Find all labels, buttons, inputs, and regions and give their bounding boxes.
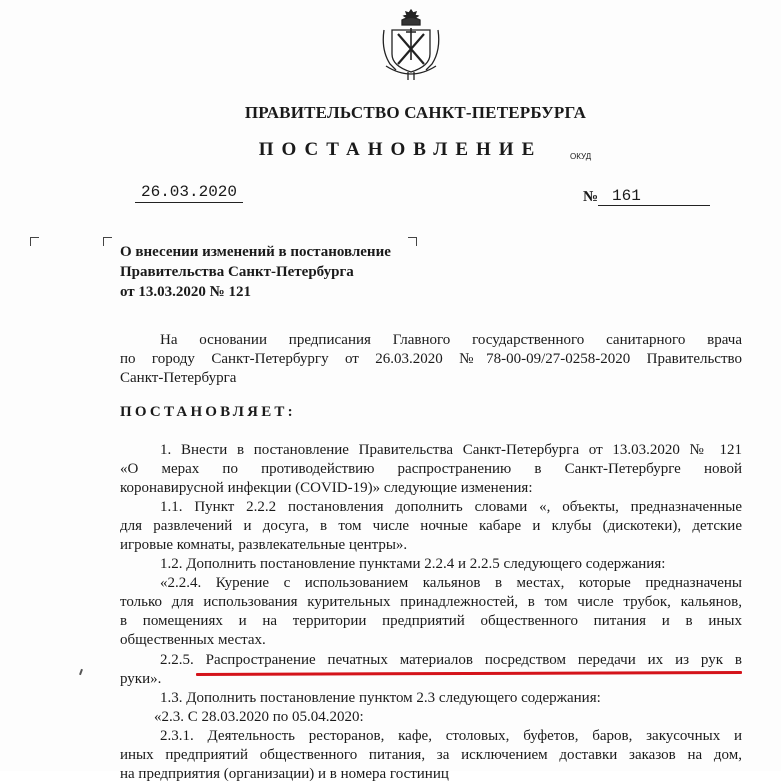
body-line: игровые комнаты, развлекательные центры». [120,537,408,553]
resolves-heading: ПОСТАНОВЛЯЕТ: [120,404,296,420]
body-line: на предприятия (организации) и в номера гостиниц [120,766,449,782]
corner-mark [103,237,112,246]
coat-of-arms-icon [378,8,444,82]
document-date: 26.03.2020 [135,183,243,203]
body-line: 2.3.1. Деятельность ресторанов, кафе, столовых, буфетов, баров, закусочных и [160,728,742,744]
body-line: «О мерах по противодействию распространению в Санкт-Петербурге новой [120,461,742,477]
highlighted-line: 2.2.5. Распространение печатных материалов посредством передачи их из рук в [160,652,742,668]
body-line: коронавирусной инфекции (COVID-19)» следующие изменения: [120,480,533,496]
red-underline [196,671,742,676]
body-line: «2.3. С 28.03.2020 по 05.04.2020: [154,709,364,725]
document-title [120,242,391,302]
body-line: 1.2. Дополнить постановление пунктами 2.2.4 и 2.2.5 следующего содержания: [160,556,666,572]
okud-label: ОКУД [570,152,592,161]
preamble-line: На основании предписания Главного государственного санитарного врача [160,332,742,348]
body-line: «2.2.4. Курение с использованием кальянов в местах, которые предназначены [160,575,742,591]
body-line: только для использования курительных принадлежностей, в том числе трубок, кальянов, [120,594,742,610]
preamble-line: Санкт-Петербурга [120,370,237,386]
body-line: для развлечений и досуга, в том числе ночные кабаре и клубы (дискотеки), детские [120,518,742,534]
pen-mark [79,669,83,675]
body-line: руки». [120,671,162,687]
document-number: 161 [598,187,710,206]
number-label: № [583,189,599,205]
title-line: О внесении изменений в постановление [120,244,391,260]
preamble-line: по городу Санкт-Петербургу от 26.03.2020 №78-00-09/27-0258-2020 Правительство [120,351,742,367]
body-line: 1.3. Дополнить постановление пунктом 2.3 следующего содержания: [160,690,601,706]
body-line: иных предприятий общественного питания, за исключением доставки заказов на дом, [120,747,742,763]
body-line: 1. Внести в постановление Правительства Санкт-Петербурга от 13.03.2020 № 121 [160,442,742,458]
government-title: ПРАВИТЕЛЬСТВО САНКТ-ПЕТЕРБУРГА [244,103,587,122]
body-line: 1.1. Пункт 2.2.2 постановления дополнить словами «, объекты, предназначенные [160,499,742,515]
corner-mark [30,237,39,246]
body-line: в помещениях и на территории предприятий общественного питания и в иных [120,613,742,629]
body-line: общественных местах. [120,632,266,648]
title-line: Правительства Санкт-Петербурга [120,264,354,280]
title-line: от 13.03.2020 № 121 [120,284,251,300]
corner-mark [408,237,417,246]
document-type: ПОСТАНОВЛЕНИЕ [258,139,543,160]
